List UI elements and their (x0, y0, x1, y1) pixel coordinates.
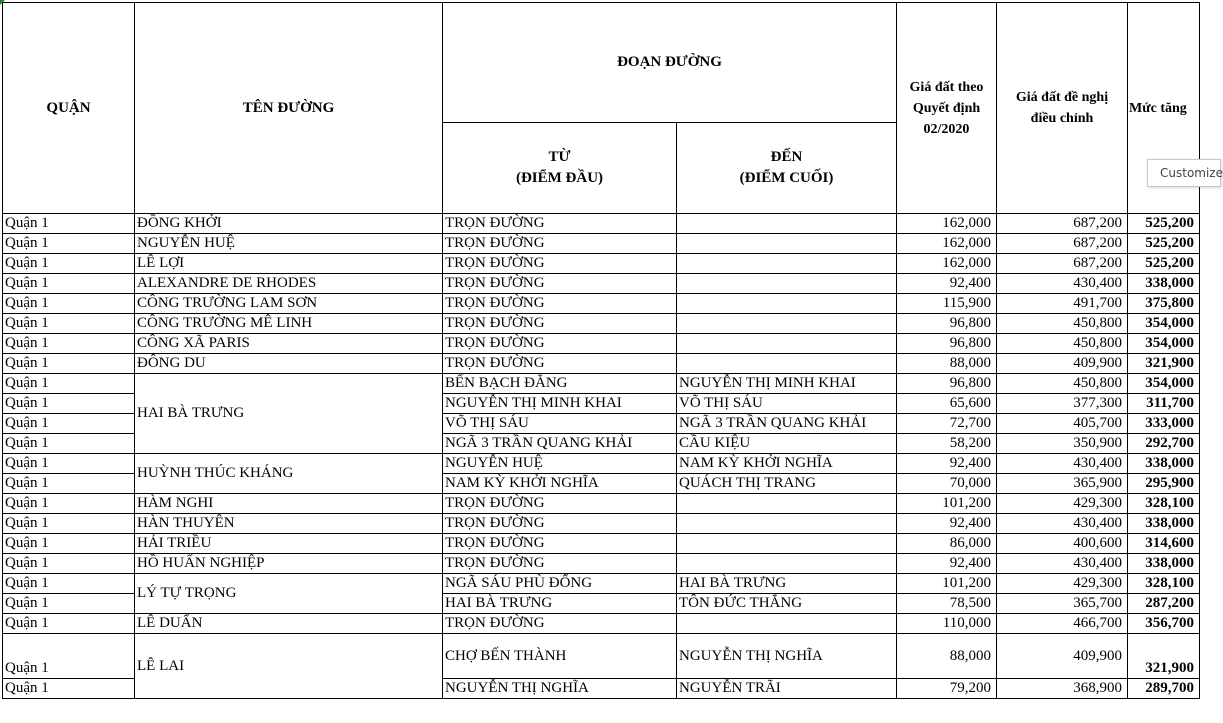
cell-price-2020[interactable]: 86,000 (897, 534, 997, 554)
cell-from[interactable]: TRỌN ĐƯỜNG (443, 514, 677, 534)
table-header (3, 3, 1200, 214)
cell-from[interactable]: NGUYỄN HUỆ (443, 454, 677, 474)
cell-street[interactable]: CÔNG TRƯỜNG MÊ LINH (135, 314, 443, 334)
cell-price-2020[interactable]: 92,400 (897, 554, 997, 574)
cell-from[interactable]: TRỌN ĐƯỜNG (443, 554, 677, 574)
cell-to[interactable] (677, 254, 897, 274)
cell-price-2020[interactable]: 92,400 (897, 274, 997, 294)
cell-to[interactable]: CẦU KIỆU (677, 434, 897, 454)
cell-to[interactable]: VÕ THỊ SÁU (677, 394, 897, 414)
cell-district[interactable]: Quận 1 (3, 634, 135, 679)
cell-district[interactable]: Quận 1 (3, 614, 135, 634)
cell-price-2020[interactable]: 72,700 (897, 414, 997, 434)
table-row (3, 574, 1200, 594)
table-row (3, 634, 1200, 679)
cell-proposed[interactable]: 430,400 (997, 554, 1128, 574)
cell-from[interactable]: NAM KỲ KHỞI NGHĨA (443, 474, 677, 494)
cell-from[interactable]: TRỌN ĐƯỜNG (443, 274, 677, 294)
cell-increase[interactable]: 354,000 (1128, 334, 1200, 354)
cell-increase[interactable]: 525,200 (1128, 214, 1200, 234)
cell-district[interactable]: Quận 1 (3, 594, 135, 614)
cell-district[interactable]: Quận 1 (3, 574, 135, 594)
cell-price-2020[interactable]: 92,400 (897, 514, 997, 534)
cell-increase[interactable]: 354,000 (1128, 314, 1200, 334)
header-to[interactable]: ĐẾN (ĐIỂM CUỐI) (677, 123, 897, 214)
cell-price-2020[interactable]: 96,800 (897, 314, 997, 334)
cell-to[interactable] (677, 494, 897, 514)
cell-price-2020[interactable]: 115,900 (897, 294, 997, 314)
cell-from[interactable]: TRỌN ĐƯỜNG (443, 494, 677, 514)
table-row (3, 614, 1200, 634)
cell-increase[interactable]: 321,900 (1128, 354, 1200, 374)
cell-to[interactable] (677, 514, 897, 534)
cell-increase[interactable]: 354,000 (1128, 374, 1200, 394)
cell-to[interactable]: NGUYỄN THỊ MINH KHAI (677, 374, 897, 394)
table-row (3, 554, 1200, 574)
cell-from[interactable]: TRỌN ĐƯỜNG (443, 214, 677, 234)
cell-from[interactable]: TRỌN ĐƯỜNG (443, 334, 677, 354)
cell-price-2020[interactable]: 88,000 (897, 634, 997, 679)
cell-to[interactable] (677, 214, 897, 234)
cell-from[interactable]: TRỌN ĐƯỜNG (443, 614, 677, 634)
cell-to[interactable]: TÔN ĐỨC THẮNG (677, 594, 897, 614)
cell-increase[interactable]: 333,000 (1128, 414, 1200, 434)
cell-street[interactable]: HUỲNH THÚC KHÁNG (135, 454, 443, 494)
cell-increase[interactable]: 295,900 (1128, 474, 1200, 494)
cell-proposed[interactable]: 687,200 (997, 234, 1128, 254)
table-body (3, 214, 1200, 699)
cell-district[interactable]: Quận 1 (3, 274, 135, 294)
table-row (3, 274, 1200, 294)
cell-increase[interactable]: 525,200 (1128, 254, 1200, 274)
cell-increase[interactable]: 287,200 (1128, 594, 1200, 614)
cell-from[interactable]: NGÃ 3 TRẦN QUANG KHẢI (443, 434, 677, 454)
header-proposed-price[interactable]: Giá đất đề nghị điều chỉnh (997, 3, 1128, 214)
cell-price-2020[interactable]: 96,800 (897, 374, 997, 394)
cell-increase[interactable]: 375,800 (1128, 294, 1200, 314)
cell-to[interactable]: HAI BÀ TRƯNG (677, 574, 897, 594)
cell-from[interactable]: NGUYỄN THỊ NGHĨA (443, 679, 677, 699)
cell-street[interactable]: NGUYỄN HUỆ (135, 234, 443, 254)
cell-district[interactable]: Quận 1 (3, 494, 135, 514)
cell-price-2020[interactable]: 70,000 (897, 474, 997, 494)
cell-price-2020[interactable]: 88,000 (897, 354, 997, 374)
cell-to[interactable]: NGUYỄN TRÃI (677, 679, 897, 699)
cell-proposed[interactable]: 400,600 (997, 534, 1128, 554)
cell-street[interactable]: HỒ HUẤN NGHIỆP (135, 554, 443, 574)
table-row (3, 314, 1200, 334)
cell-proposed[interactable]: 430,400 (997, 514, 1128, 534)
cell-street[interactable]: LÊ LỢI (135, 254, 443, 274)
cell-price-2020[interactable]: 110,000 (897, 614, 997, 634)
cell-from[interactable]: TRỌN ĐƯỜNG (443, 314, 677, 334)
cell-increase[interactable]: 338,000 (1128, 554, 1200, 574)
cell-from[interactable]: BẾN BẠCH ĐẰNG (443, 374, 677, 394)
cell-street[interactable]: HÀM NGHI (135, 494, 443, 514)
cell-to[interactable]: NGÃ 3 TRẦN QUANG KHẢI (677, 414, 897, 434)
customize-tooltip[interactable]: Customize (1147, 159, 1221, 187)
table-row (3, 534, 1200, 554)
cell-district[interactable]: Quận 1 (3, 474, 135, 494)
cell-price-2020[interactable]: 96,800 (897, 334, 997, 354)
table-row (3, 254, 1200, 274)
cell-increase[interactable]: 321,900 (1128, 634, 1200, 679)
cell-proposed[interactable]: 430,400 (997, 454, 1128, 474)
header-street-name[interactable]: TÊN ĐƯỜNG (135, 3, 443, 214)
cell-from[interactable]: TRỌN ĐƯỜNG (443, 294, 677, 314)
table-row (3, 454, 1200, 474)
cell-district[interactable]: Quận 1 (3, 534, 135, 554)
cell-price-2020[interactable]: 162,000 (897, 214, 997, 234)
cell-to[interactable] (677, 314, 897, 334)
cell-to[interactable] (677, 354, 897, 374)
cell-from[interactable]: NGUYỄN THỊ MINH KHAI (443, 394, 677, 414)
cell-proposed[interactable]: 368,900 (997, 679, 1128, 699)
table-row (3, 514, 1200, 534)
table-row (3, 294, 1200, 314)
cell-district[interactable]: Quận 1 (3, 414, 135, 434)
cell-proposed[interactable]: 450,800 (997, 334, 1128, 354)
header-price-2020[interactable]: Giá đất theo Quyết định 02/2020 (897, 3, 997, 214)
cell-price-2020[interactable]: 101,200 (897, 494, 997, 514)
cell-to[interactable]: NAM KỲ KHỞI NGHĨA (677, 454, 897, 474)
cell-increase[interactable]: 292,700 (1128, 434, 1200, 454)
cell-price-2020[interactable]: 65,600 (897, 394, 997, 414)
cell-district[interactable]: Quận 1 (3, 354, 135, 374)
cell-street[interactable]: ĐỒNG KHỞI (135, 214, 443, 234)
cell-district[interactable]: Quận 1 (3, 254, 135, 274)
cell-district[interactable]: Quận 1 (3, 334, 135, 354)
cell-district[interactable]: Quận 1 (3, 294, 135, 314)
cell-district[interactable]: Quận 1 (3, 314, 135, 334)
header-from[interactable]: TỪ (ĐIỂM ĐẦU) (443, 123, 677, 214)
cell-price-2020[interactable]: 162,000 (897, 254, 997, 274)
cell-proposed[interactable]: 409,900 (997, 354, 1128, 374)
cell-from[interactable]: VÕ THỊ SÁU (443, 414, 677, 434)
cell-proposed[interactable]: 405,700 (997, 414, 1128, 434)
table-row (3, 354, 1200, 374)
cell-proposed[interactable]: 429,300 (997, 574, 1128, 594)
cell-from[interactable]: TRỌN ĐƯỜNG (443, 254, 677, 274)
cell-street[interactable]: ĐÔNG DU (135, 354, 443, 374)
cell-from[interactable]: HAI BÀ TRƯNG (443, 594, 677, 614)
cell-street[interactable]: LÝ TỰ TRỌNG (135, 574, 443, 614)
table-row (3, 334, 1200, 354)
cell-increase[interactable]: 525,200 (1128, 234, 1200, 254)
cell-from[interactable]: TRỌN ĐƯỜNG (443, 354, 677, 374)
cell-from[interactable]: TRỌN ĐƯỜNG (443, 234, 677, 254)
header-segment[interactable]: ĐOẠN ĐƯỜNG (443, 3, 897, 123)
cell-street[interactable]: CÔNG XÃ PARIS (135, 334, 443, 354)
cell-proposed[interactable]: 430,400 (997, 274, 1128, 294)
cell-to[interactable] (677, 534, 897, 554)
cell-price-2020[interactable]: 101,200 (897, 574, 997, 594)
cell-district[interactable]: Quận 1 (3, 679, 135, 699)
header-district[interactable]: QUẬN (3, 3, 135, 214)
cell-from[interactable]: TRỌN ĐƯỜNG (443, 534, 677, 554)
cell-proposed[interactable]: 350,900 (997, 434, 1128, 454)
cell-increase[interactable]: 338,000 (1128, 454, 1200, 474)
cell-street[interactable]: ALEXANDRE DE RHODES (135, 274, 443, 294)
cell-increase[interactable]: 314,600 (1128, 534, 1200, 554)
cell-proposed[interactable]: 409,900 (997, 634, 1128, 679)
table-row (3, 214, 1200, 234)
cell-price-2020[interactable]: 58,200 (897, 434, 997, 454)
cell-to[interactable]: NGUYỄN THỊ NGHĨA (677, 634, 897, 679)
cell-increase[interactable]: 311,700 (1128, 394, 1200, 414)
cell-increase[interactable]: 289,700 (1128, 679, 1200, 699)
cell-proposed[interactable]: 450,800 (997, 374, 1128, 394)
cell-district[interactable]: Quận 1 (3, 374, 135, 394)
cell-increase[interactable]: 338,000 (1128, 514, 1200, 534)
cell-proposed[interactable]: 377,300 (997, 394, 1128, 414)
cell-increase[interactable]: 328,100 (1128, 494, 1200, 514)
cell-from[interactable]: NGÃ SÁU PHÙ ĐỔNG (443, 574, 677, 594)
cell-proposed[interactable]: 429,300 (997, 494, 1128, 514)
cell-street[interactable]: LÊ DUẨN (135, 614, 443, 634)
cell-proposed[interactable]: 450,800 (997, 314, 1128, 334)
cell-street[interactable]: CÔNG TRƯỜNG LAM SƠN (135, 294, 443, 314)
cell-district[interactable]: Quận 1 (3, 514, 135, 534)
cell-from[interactable]: CHỢ BẾN THÀNH (443, 634, 677, 679)
cell-district[interactable]: Quận 1 (3, 434, 135, 454)
cell-to[interactable] (677, 334, 897, 354)
cell-proposed[interactable]: 687,200 (997, 214, 1128, 234)
cell-price-2020[interactable]: 162,000 (897, 234, 997, 254)
cell-to[interactable] (677, 234, 897, 254)
cell-proposed[interactable]: 365,700 (997, 594, 1128, 614)
table-row (3, 234, 1200, 254)
land-price-table (2, 2, 1200, 699)
cell-district[interactable]: Quận 1 (3, 394, 135, 414)
cell-price-2020[interactable]: 78,500 (897, 594, 997, 614)
cell-district[interactable]: Quận 1 (3, 234, 135, 254)
cell-to[interactable] (677, 554, 897, 574)
table-row (3, 374, 1200, 394)
cell-to[interactable] (677, 614, 897, 634)
cell-district[interactable]: Quận 1 (3, 554, 135, 574)
cell-price-2020[interactable]: 92,400 (897, 454, 997, 474)
cell-proposed[interactable]: 365,900 (997, 474, 1128, 494)
cell-district[interactable]: Quận 1 (3, 214, 135, 234)
cell-increase[interactable]: 356,700 (1128, 614, 1200, 634)
cell-to[interactable] (677, 274, 897, 294)
cell-street[interactable]: HAI BÀ TRƯNG (135, 374, 443, 454)
header-increase[interactable]: Mức tăng (1128, 3, 1200, 214)
cell-proposed[interactable]: 466,700 (997, 614, 1128, 634)
table-row (3, 494, 1200, 514)
cell-increase[interactable]: 338,000 (1128, 274, 1200, 294)
cell-street[interactable]: HẢI TRIỀU (135, 534, 443, 554)
cell-proposed[interactable]: 687,200 (997, 254, 1128, 274)
cell-street[interactable]: HÀN THUYÊN (135, 514, 443, 534)
cell-district[interactable]: Quận 1 (3, 454, 135, 474)
cell-to[interactable] (677, 294, 897, 314)
cell-proposed[interactable]: 491,700 (997, 294, 1128, 314)
cell-to[interactable]: QUÁCH THỊ TRANG (677, 474, 897, 494)
cell-street[interactable]: LÊ LAI (135, 634, 443, 699)
cell-price-2020[interactable]: 79,200 (897, 679, 997, 699)
cell-increase[interactable]: 328,100 (1128, 574, 1200, 594)
